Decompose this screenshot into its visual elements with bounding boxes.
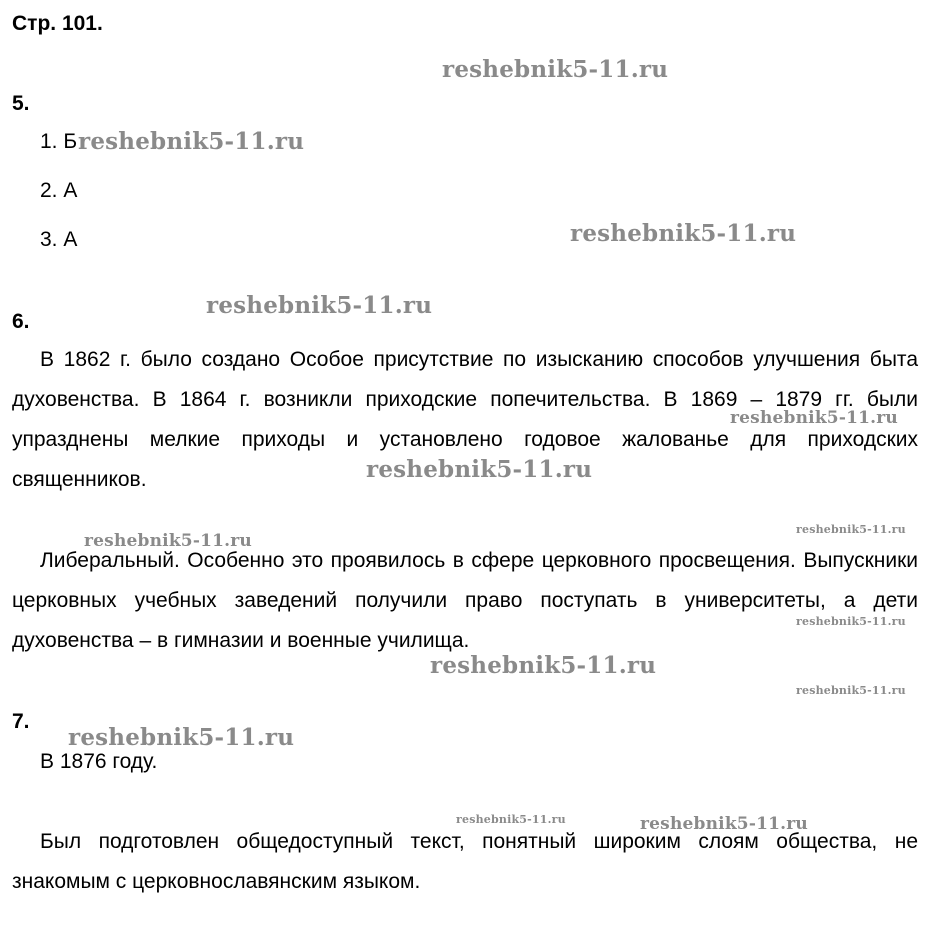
watermark: reshebnik5-11.ru	[796, 523, 906, 536]
paragraph: В 1862 г. было создано Особое присутствие по изысканию способов улучшения быта духовенства. В 1864 г. возникли приходские попечительства. В 1869 – 1879 гг. были упразднены мелкие приходы и установлено годовое жалованье для приходских священников.	[12, 348, 918, 491]
answer-line: В 1876 году.	[40, 750, 158, 773]
watermark: reshebnik5-11.ru	[640, 814, 808, 834]
answer-line: 1. Б	[40, 130, 78, 153]
watermark: reshebnik5-11.ru	[570, 220, 797, 247]
watermark: reshebnik5-11.ru	[68, 724, 295, 751]
page-header: Стр. 101.	[12, 12, 103, 35]
answer-line: 3. А	[40, 228, 78, 251]
watermark: reshebnik5-11.ru	[430, 652, 657, 679]
watermark: reshebnik5-11.ru	[796, 684, 906, 697]
watermark: reshebnik5-11.ru	[442, 56, 669, 83]
watermark: reshebnik5-11.ru	[206, 292, 433, 319]
watermark: reshebnik5-11.ru	[78, 128, 305, 155]
answer-line: 2. А	[40, 179, 78, 202]
paragraph: Был подготовлен общедоступный текст, понятный широким слоям общества, не знакомым с церковнославянским языком.	[12, 830, 918, 893]
task-number: 7.	[12, 710, 30, 733]
watermark: reshebnik5-11.ru	[366, 456, 593, 483]
task-number: 6.	[12, 310, 30, 333]
watermark: reshebnik5-11.ru	[456, 813, 566, 826]
paragraph: Либеральный. Особенно это проявилось в сфере церковного просвещения. Выпускники церковных учебных заведений получили право поступать в университеты, а дети духовенства – в гимназии и военные училища.	[12, 549, 918, 652]
watermark: reshebnik5-11.ru	[796, 615, 906, 628]
task-number: 5.	[12, 92, 30, 115]
watermark: reshebnik5-11.ru	[84, 531, 252, 551]
watermark: reshebnik5-11.ru	[730, 408, 898, 428]
